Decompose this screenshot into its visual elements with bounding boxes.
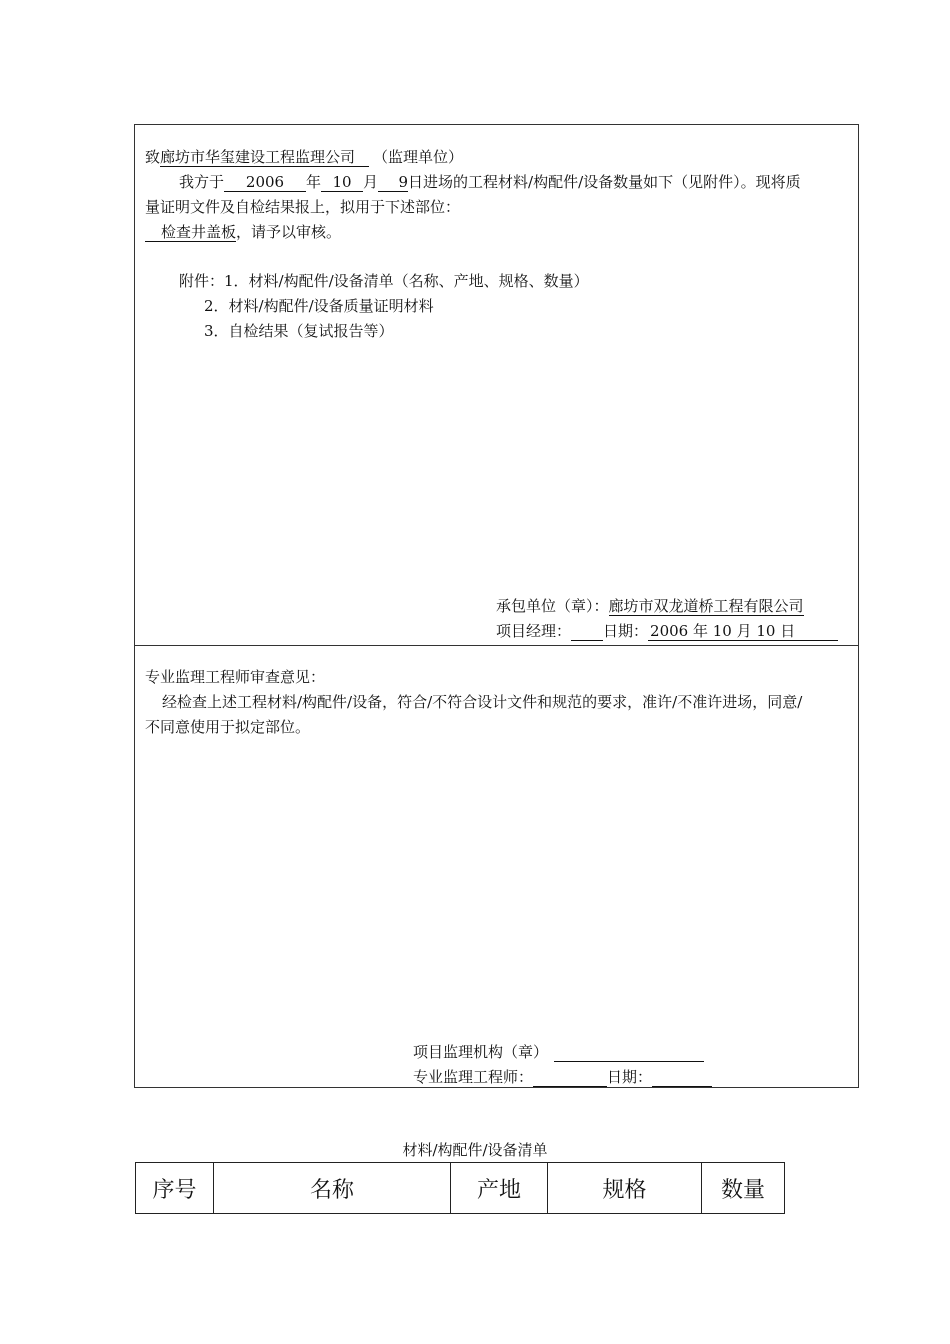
entry-year: 2006 (224, 173, 306, 192)
contractor-name: 廊坊市双龙道桥工程有限公司 (608, 597, 804, 615)
usage-location: 检查井盖板 (145, 223, 236, 242)
supervisor-unit: 廊坊市华玺建设工程监理公司 (160, 148, 369, 167)
review-body-1: 经检查上述工程材料/构配件/设备，符合/不符合设计文件和规范的要求，准许/不准许进场，同意/ (162, 693, 803, 711)
intro-text: 我方于 (179, 173, 225, 191)
contractor-label: 承包单位（章）： (496, 597, 609, 615)
addressee-line (145, 147, 463, 167)
year-unit: 年 (306, 173, 322, 191)
entry-day: 9 (378, 173, 408, 192)
project-manager-line (496, 621, 838, 641)
submission-date: 2006 年 10 月 10 日 (648, 622, 838, 641)
location-line (145, 222, 341, 242)
entry-date-line (179, 172, 801, 192)
pm-signature-blank (571, 624, 603, 641)
org-label: 项目监理机构（章） (413, 1043, 549, 1061)
to-prefix: 致 (145, 148, 161, 166)
intro-continued: 日进场的工程材料/构配件/设备数量如下（见附件）。现将质 (408, 173, 801, 191)
header-index: 序号 (136, 1163, 214, 1214)
org-stamp-blank (554, 1045, 704, 1062)
attachment-2: 2．材料/构配件/设备质量证明材料 (204, 297, 434, 315)
review-title: 专业监理工程师审查意见： (145, 668, 326, 686)
review-date-blank (652, 1070, 712, 1087)
materials-list-table (135, 1162, 785, 1214)
review-date-label: 日期： (607, 1068, 653, 1086)
supervision-org-line (413, 1042, 704, 1062)
header-name: 名称 (214, 1163, 451, 1214)
month-unit: 月 (363, 173, 379, 191)
intro-line-3: 量证明文件及自检结果报上，拟用于下述部位： (145, 198, 461, 216)
header-spec: 规格 (548, 1163, 702, 1214)
review-body-2: 不同意使用于拟定部位。 (145, 718, 311, 736)
engineer-signature-blank (533, 1070, 607, 1087)
list-title: 材料/构配件/设备清单 (402, 1141, 548, 1159)
contractor-line (496, 596, 804, 616)
engineer-label: 专业监理工程师： (413, 1068, 534, 1086)
header-quantity: 数量 (702, 1163, 785, 1214)
table-header-row (136, 1163, 785, 1214)
header-origin: 产地 (451, 1163, 548, 1214)
entry-month: 10 (321, 173, 363, 192)
date-label: 日期： (603, 622, 649, 640)
supervisor-suffix: （监理单位） (373, 148, 464, 166)
attachment-3: 3．自检结果（复试报告等） (204, 322, 394, 340)
pm-label: 项目经理： (496, 622, 572, 640)
engineer-line (413, 1067, 712, 1087)
location-suffix: ，请予以审核。 (236, 223, 342, 241)
attachments-label: 附件：1．材料/构配件/设备清单（名称、产地、规格、数量） (179, 272, 589, 290)
